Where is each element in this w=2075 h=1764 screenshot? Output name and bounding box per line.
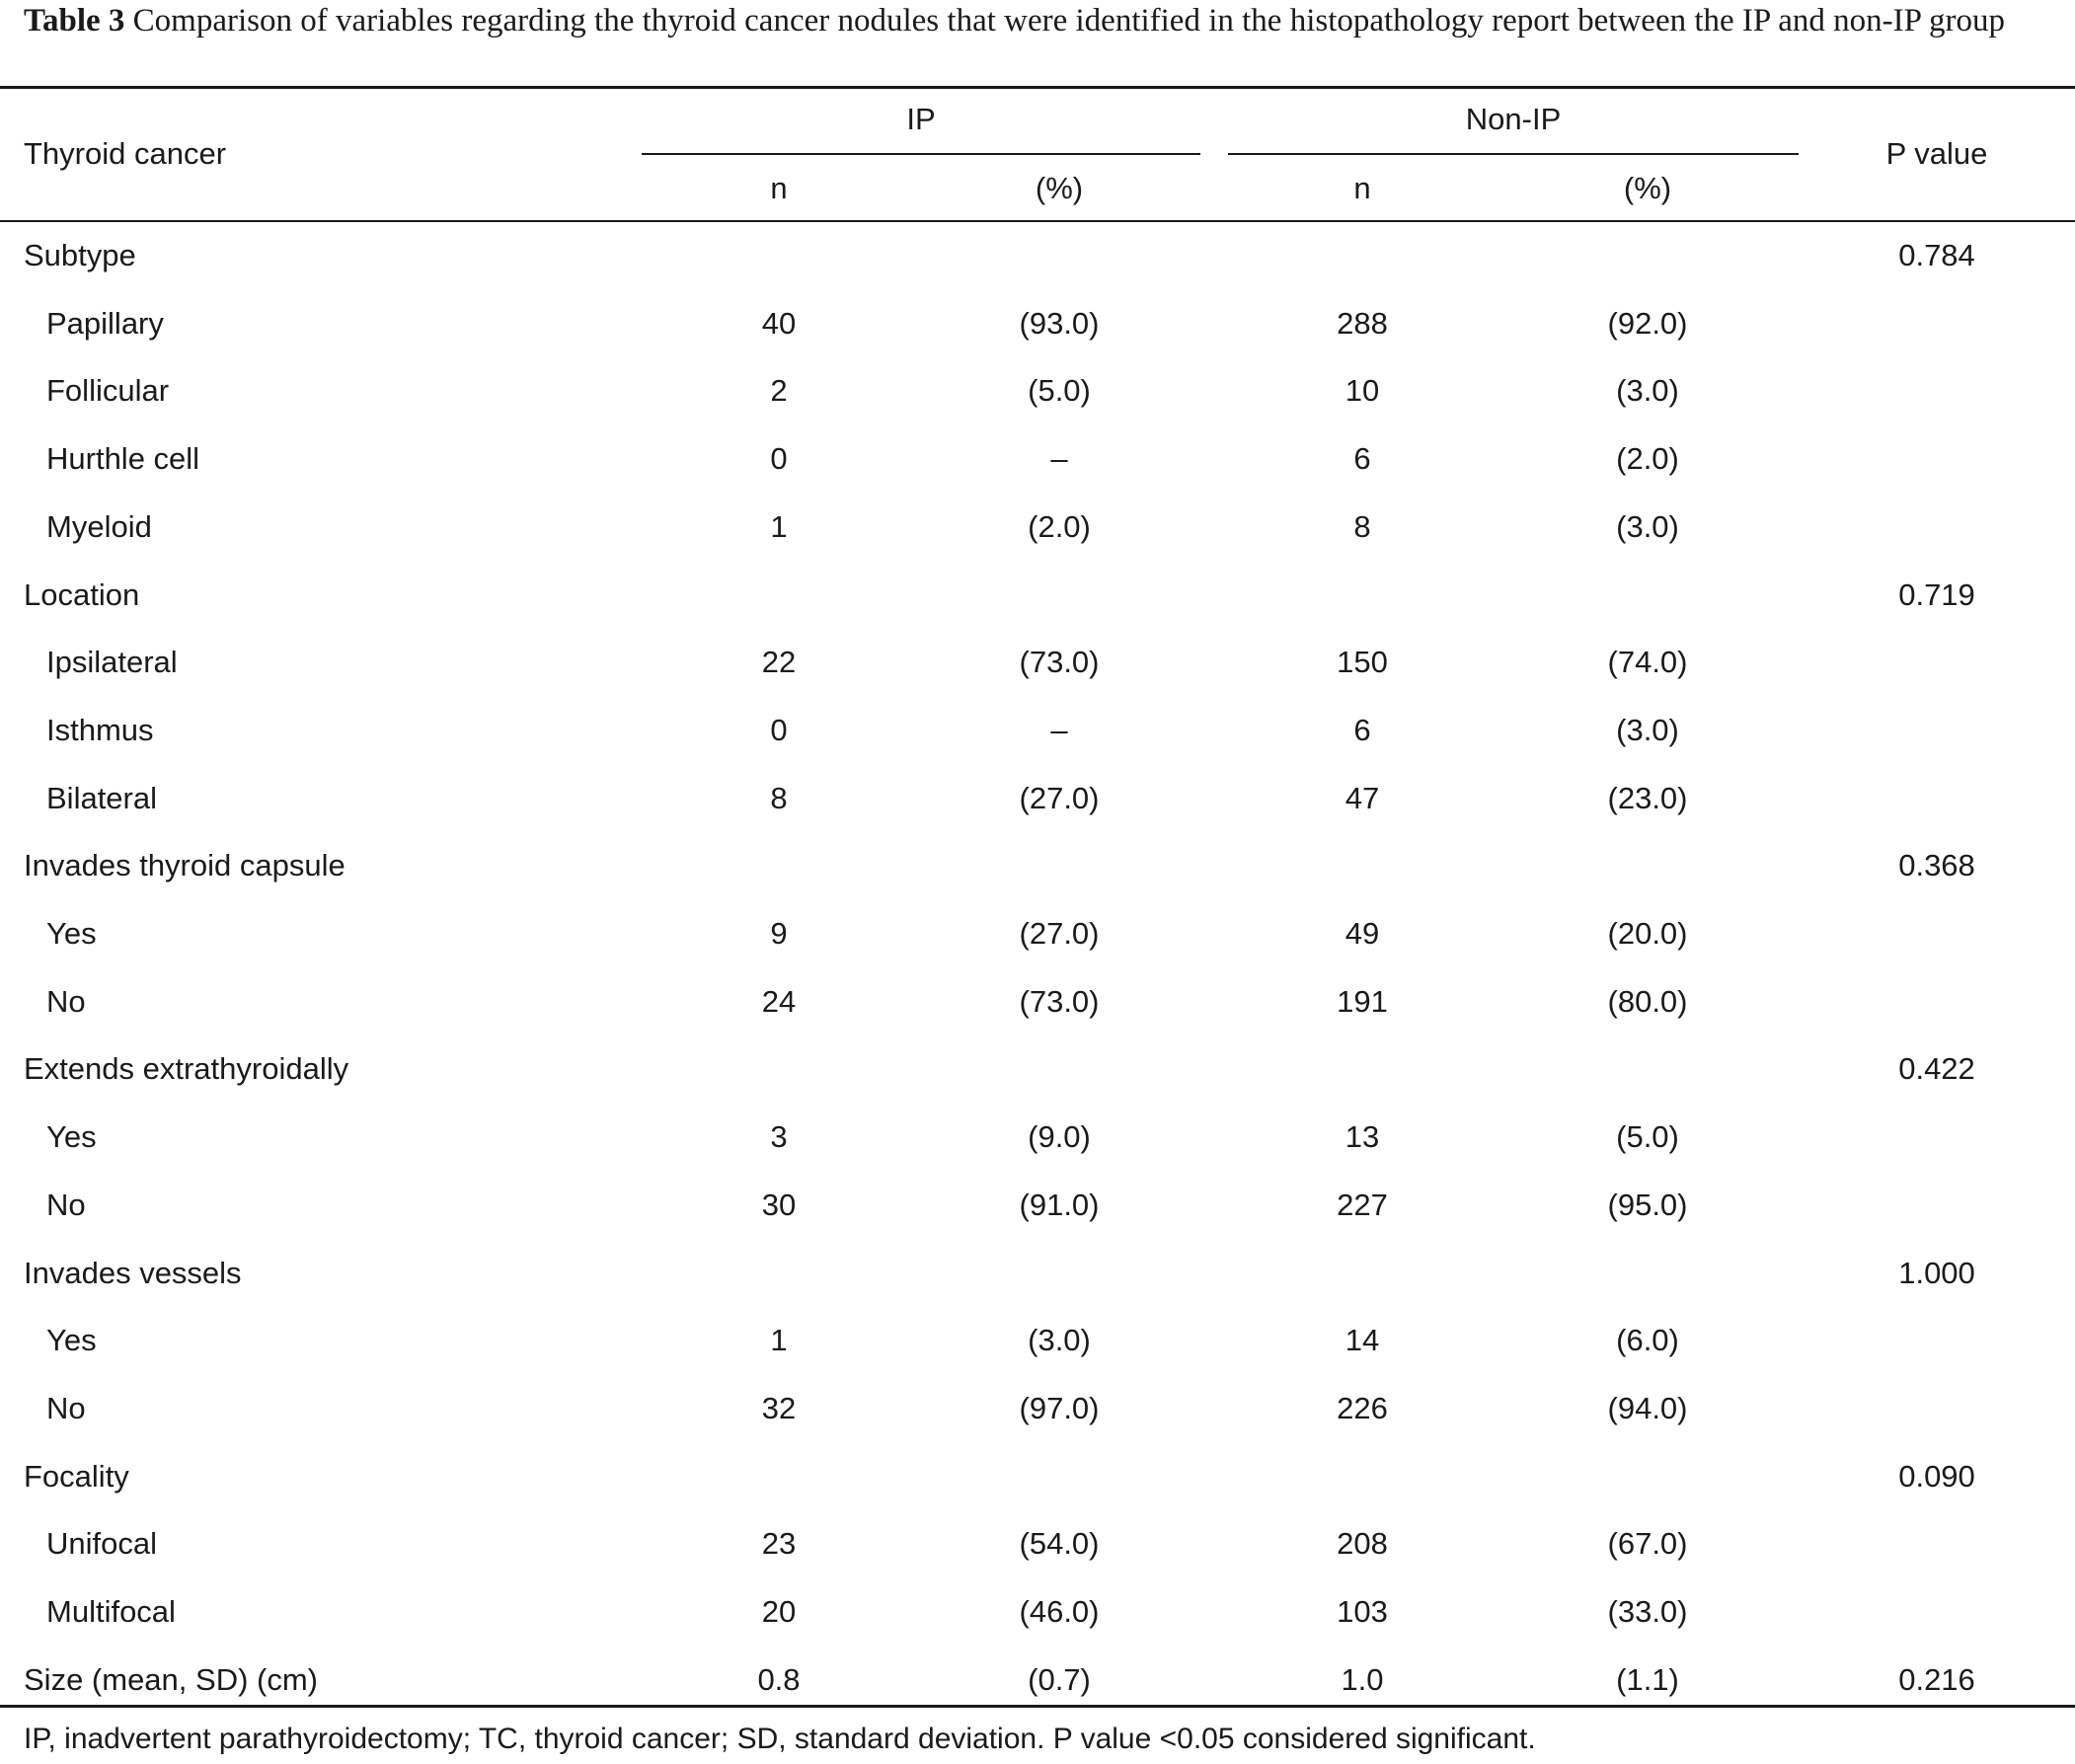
non-ip-percent-cell: (1.1) [1616, 1662, 1679, 1697]
ip-percent-cell: (2.0) [1028, 509, 1091, 544]
table-footnote: IP, inadvertent parathyroidectomy; TC, thyroid cancer; SD, standard deviation. P value <0.05 considered significant. [24, 1723, 1536, 1755]
non-ip-percent-header: (%) [1623, 171, 1672, 205]
non-ip-n-cell: 8 [1353, 509, 1371, 544]
non-ip-n-cell: 288 [1337, 306, 1388, 341]
row-label: Bilateral [46, 781, 157, 815]
ip-n-cell: 1 [770, 509, 788, 544]
ip-n-cell: 3 [770, 1119, 788, 1154]
non-ip-percent-cell: (80.0) [1607, 984, 1688, 1019]
row-label: Subtype [24, 238, 136, 272]
p-value-cell: 0.719 [1898, 577, 1975, 612]
row-label: Myeloid [46, 509, 152, 544]
ip-n-cell: 32 [761, 1391, 797, 1425]
ip-n-cell: 0 [770, 441, 788, 476]
p-value-cell: 0.216 [1898, 1662, 1975, 1697]
ip-n-cell: 40 [761, 306, 797, 341]
non-ip-percent-cell: (6.0) [1616, 1323, 1679, 1357]
row-label: No [46, 1188, 86, 1222]
non-ip-n-cell: 10 [1345, 373, 1380, 408]
non-ip-percent-cell: (3.0) [1616, 373, 1679, 408]
non-ip-n-cell: 13 [1345, 1119, 1380, 1154]
ip-percent-cell: (91.0) [1019, 1188, 1100, 1222]
bottom-rule [0, 1705, 2075, 1708]
header-rule [0, 220, 2075, 222]
non-ip-percent-cell: (95.0) [1607, 1188, 1688, 1222]
p-value-cell: 0.784 [1898, 238, 1975, 272]
non-ip-percent-cell: (67.0) [1607, 1526, 1688, 1561]
non-ip-percent-cell: (23.0) [1607, 781, 1688, 815]
non-ip-percent-cell: (20.0) [1607, 916, 1688, 951]
row-label: Location [24, 577, 140, 612]
row-label: Papillary [46, 306, 164, 341]
non-ip-n-cell: 6 [1353, 713, 1371, 747]
non-ip-n-cell: 1.0 [1341, 1662, 1384, 1697]
ip-percent-cell: (54.0) [1019, 1526, 1100, 1561]
ip-n-cell: 24 [761, 984, 797, 1019]
row-label-header: Thyroid cancer [24, 136, 227, 171]
ip-percent-header: (%) [1035, 171, 1084, 205]
ip-percent-cell: (3.0) [1028, 1323, 1091, 1357]
non-ip-group-header: Non-IP [1465, 102, 1562, 136]
non-ip-n-cell: 227 [1337, 1188, 1388, 1222]
ip-percent-cell: (9.0) [1028, 1119, 1091, 1154]
non-ip-percent-cell: (33.0) [1607, 1594, 1688, 1629]
row-label: Yes [46, 1119, 97, 1154]
ip-percent-cell: (5.0) [1028, 373, 1091, 408]
row-label: Yes [46, 916, 97, 951]
top-rule [0, 86, 2075, 89]
row-label: Follicular [46, 373, 170, 408]
ip-n-cell: 9 [770, 916, 788, 951]
ip-percent-cell: (93.0) [1019, 306, 1100, 341]
ip-percent-cell: (0.7) [1028, 1662, 1091, 1697]
ip-n-cell: 2 [770, 373, 788, 408]
row-label: Size (mean, SD) (cm) [24, 1662, 318, 1697]
p-value-header: P value [1885, 136, 1988, 171]
row-label: Multifocal [46, 1594, 176, 1629]
row-label: Invades thyroid capsule [24, 848, 346, 882]
non-ip-n-header: n [1353, 171, 1371, 205]
row-label: Invades vessels [24, 1256, 242, 1290]
ip-n-cell: 1 [770, 1323, 788, 1357]
ip-percent-cell: (73.0) [1019, 984, 1100, 1019]
ip-n-cell: 22 [761, 645, 797, 679]
ip-n-cell: 0.8 [757, 1662, 801, 1697]
non-ip-percent-cell: (74.0) [1607, 645, 1688, 679]
ip-n-cell: 23 [761, 1526, 797, 1561]
row-label: No [46, 984, 86, 1019]
non-ip-group-line [1228, 153, 1799, 155]
ip-n-cell: 8 [770, 781, 788, 815]
ip-percent-cell: – [1050, 441, 1068, 476]
ip-group-line [642, 153, 1200, 155]
table-number: Table 3 [24, 3, 125, 38]
row-label: Isthmus [46, 713, 154, 747]
ip-n-cell: 20 [761, 1594, 797, 1629]
ip-percent-cell: (27.0) [1019, 916, 1100, 951]
p-value-cell: 0.368 [1898, 848, 1975, 882]
non-ip-n-cell: 226 [1337, 1391, 1388, 1425]
table-caption [24, 0, 2057, 42]
row-label: Hurthle cell [46, 441, 200, 476]
ip-percent-cell: (27.0) [1019, 781, 1100, 815]
non-ip-n-cell: 191 [1337, 984, 1388, 1019]
non-ip-percent-cell: (94.0) [1607, 1391, 1688, 1425]
non-ip-n-cell: 208 [1337, 1526, 1388, 1561]
ip-n-cell: 0 [770, 713, 788, 747]
table-title: Comparison of variables regarding the thyroid cancer nodules that were identified in the histopathology report between the IP and non-IP group [132, 3, 2006, 38]
ip-percent-cell: – [1050, 713, 1068, 747]
non-ip-percent-cell: (3.0) [1616, 509, 1679, 544]
ip-n-cell: 30 [761, 1188, 797, 1222]
row-label: Unifocal [46, 1526, 157, 1561]
ip-group-header: IP [906, 102, 936, 136]
non-ip-percent-cell: (5.0) [1616, 1119, 1679, 1154]
non-ip-percent-cell: (3.0) [1616, 713, 1679, 747]
ip-n-header: n [770, 171, 788, 205]
row-label: Ipsilateral [46, 645, 178, 679]
ip-percent-cell: (97.0) [1019, 1391, 1100, 1425]
non-ip-percent-cell: (2.0) [1616, 441, 1679, 476]
non-ip-n-cell: 150 [1337, 645, 1388, 679]
row-label: Extends extrathyroidally [24, 1051, 349, 1086]
p-value-cell: 0.422 [1898, 1051, 1975, 1086]
non-ip-n-cell: 49 [1345, 916, 1380, 951]
non-ip-n-cell: 14 [1345, 1323, 1380, 1357]
non-ip-n-cell: 6 [1353, 441, 1371, 476]
p-value-cell: 0.090 [1898, 1459, 1975, 1494]
p-value-cell: 1.000 [1898, 1256, 1975, 1290]
row-label: Focality [24, 1459, 129, 1494]
non-ip-n-cell: 103 [1337, 1594, 1388, 1629]
row-label: Yes [46, 1323, 97, 1357]
ip-percent-cell: (73.0) [1019, 645, 1100, 679]
ip-percent-cell: (46.0) [1019, 1594, 1100, 1629]
row-label: No [46, 1391, 86, 1425]
non-ip-n-cell: 47 [1345, 781, 1380, 815]
non-ip-percent-cell: (92.0) [1607, 306, 1688, 341]
